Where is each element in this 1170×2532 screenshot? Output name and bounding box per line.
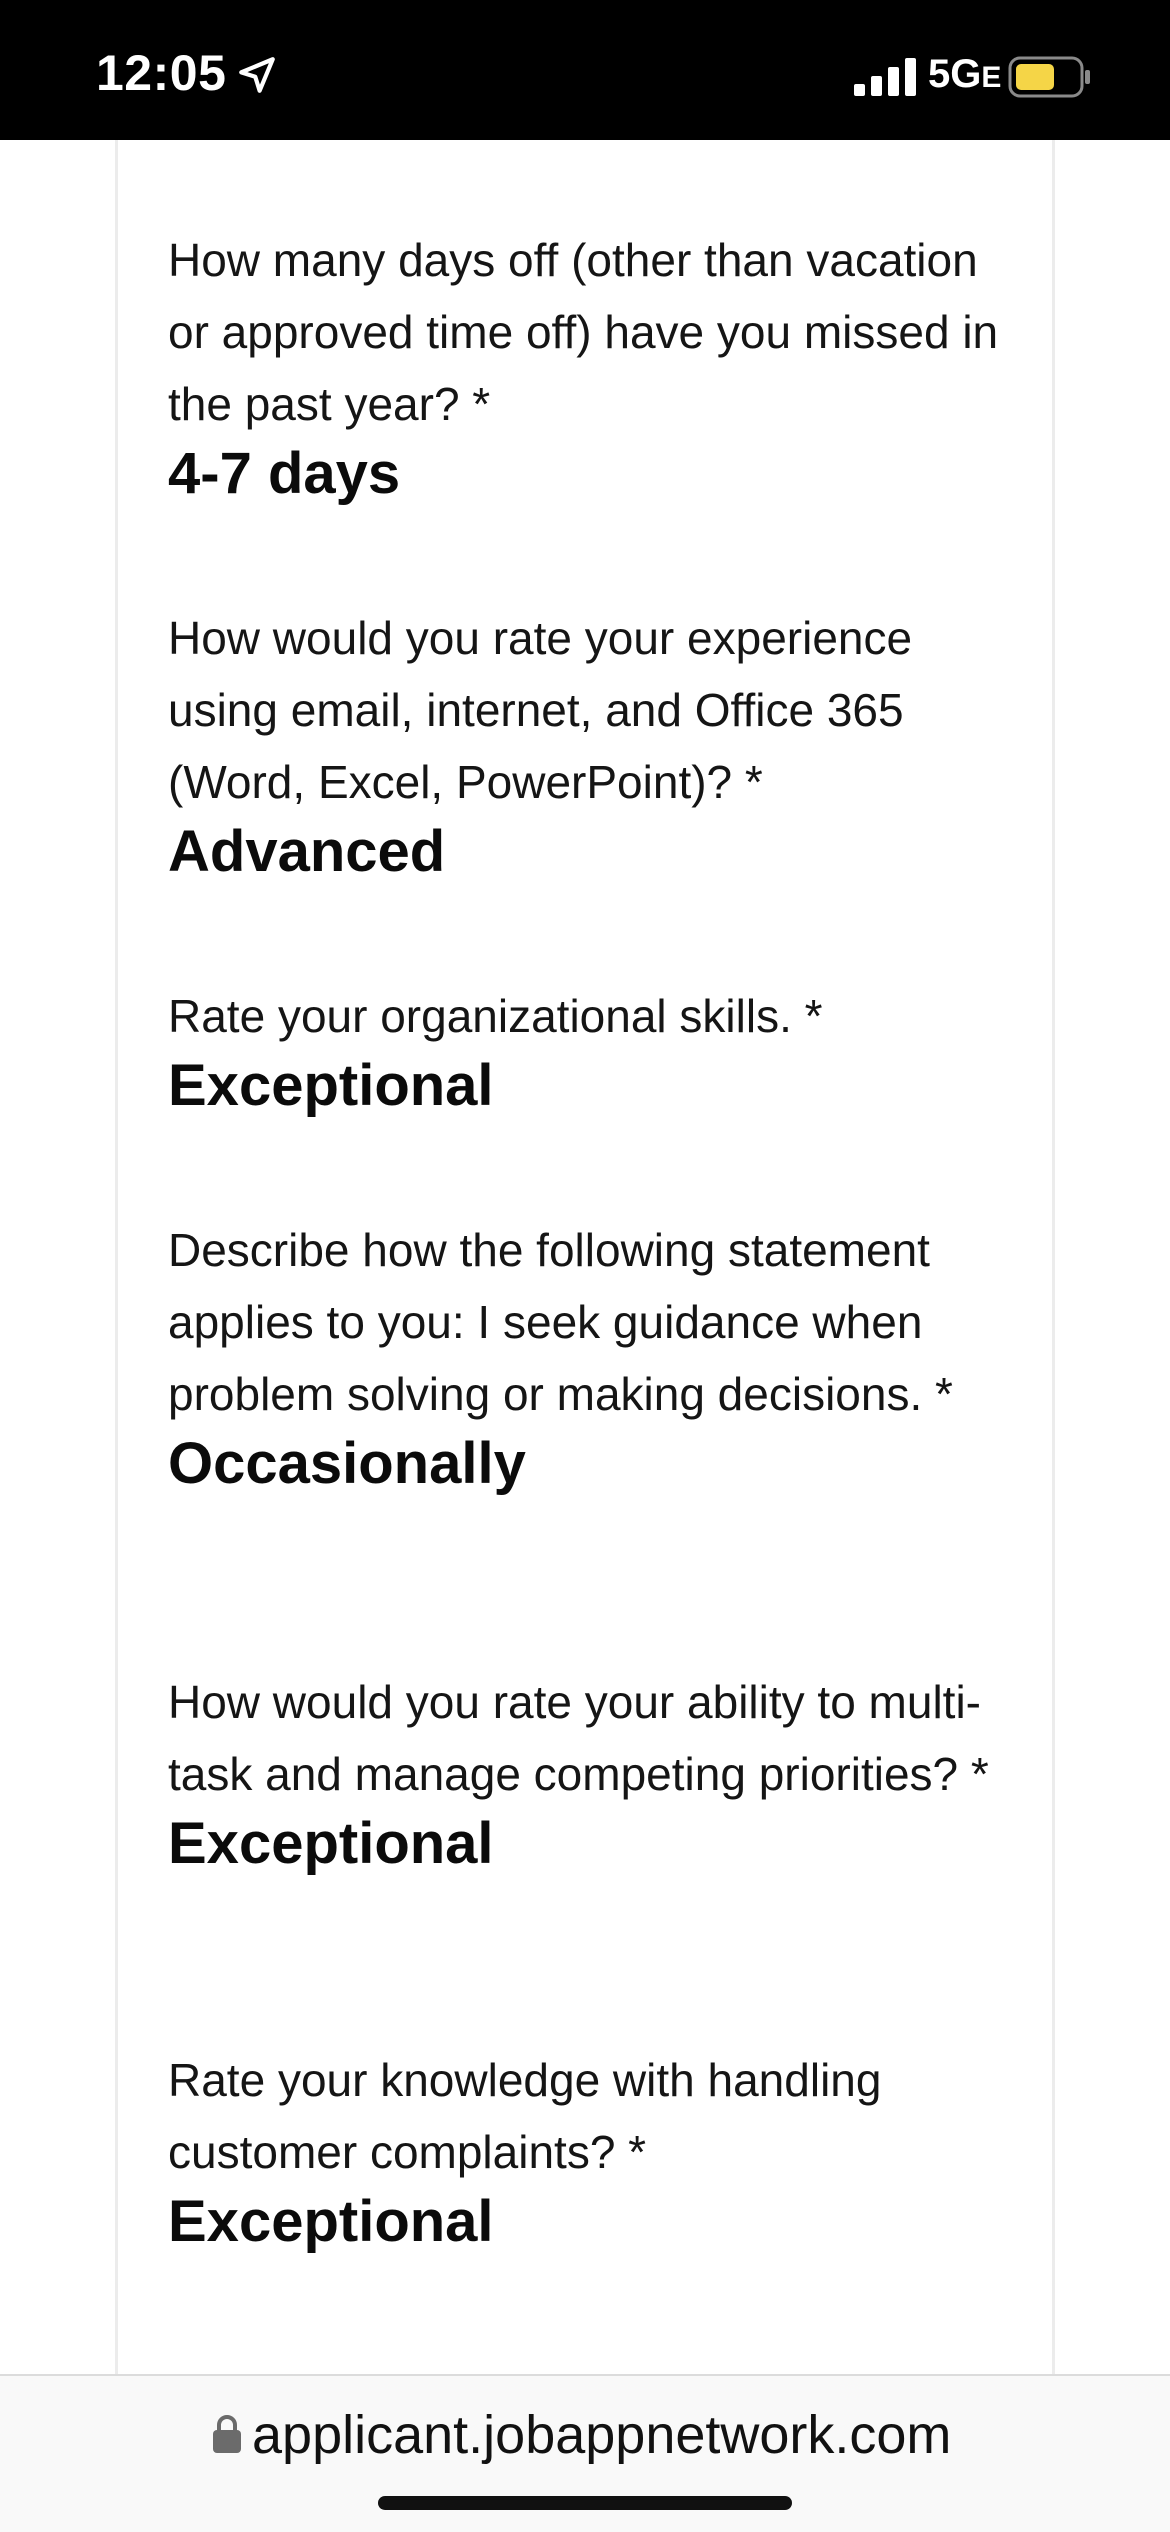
status-time: 12:05 bbox=[96, 45, 227, 101]
application-form-card bbox=[115, 140, 1055, 2374]
network-type: 5G bbox=[928, 52, 982, 96]
browser-url-bar[interactable] bbox=[0, 2374, 1170, 2532]
web-content[interactable] bbox=[0, 140, 1170, 2374]
status-bar bbox=[0, 0, 1170, 140]
form-item-seek-guidance bbox=[168, 1214, 1008, 1500]
location-arrow-icon bbox=[236, 54, 278, 96]
question-label: How would you rate your experience using email, internet, and Office 365 (Word, Excel, PowerPoint)? * bbox=[168, 612, 913, 808]
question-label: How would you rate your ability to multi-task and manage competing priorities? * bbox=[168, 1676, 989, 1800]
answer-value: Exceptional bbox=[168, 1053, 494, 1118]
answer-value: Exceptional bbox=[168, 1811, 494, 1876]
signal-bars-icon bbox=[852, 58, 922, 96]
url-text[interactable]: applicant.jobappnetwork.com bbox=[252, 2405, 952, 2465]
form-item-office-experience bbox=[168, 602, 1008, 888]
answer-value: Exceptional bbox=[168, 2189, 494, 2254]
home-indicator[interactable] bbox=[378, 2496, 792, 2510]
lock-icon bbox=[212, 2414, 242, 2454]
form-item-days-off bbox=[168, 224, 1008, 510]
question-label: Describe how the following statement applies to you: I seek guidance when problem solving or making decisions. * bbox=[168, 1224, 953, 1420]
network-indicator bbox=[928, 52, 1001, 97]
question-label: Rate your organizational skills. * bbox=[168, 990, 823, 1042]
answer-value: Advanced bbox=[168, 819, 446, 884]
form-item-customer-complaints bbox=[168, 2044, 1008, 2258]
answer-value: Occasionally bbox=[168, 1431, 526, 1496]
answer-value: 4-7 days bbox=[168, 441, 401, 506]
form-item-multitask bbox=[168, 1666, 1008, 1880]
form-item-organizational-skills bbox=[168, 980, 1008, 1122]
question-label: How many days off (other than vacation or approved time off) have you missed in the past year? * bbox=[168, 234, 999, 430]
battery-icon bbox=[1008, 56, 1092, 98]
network-suffix: E bbox=[981, 61, 1002, 94]
question-label: Rate your knowledge with handling customer complaints? * bbox=[168, 2054, 882, 2178]
